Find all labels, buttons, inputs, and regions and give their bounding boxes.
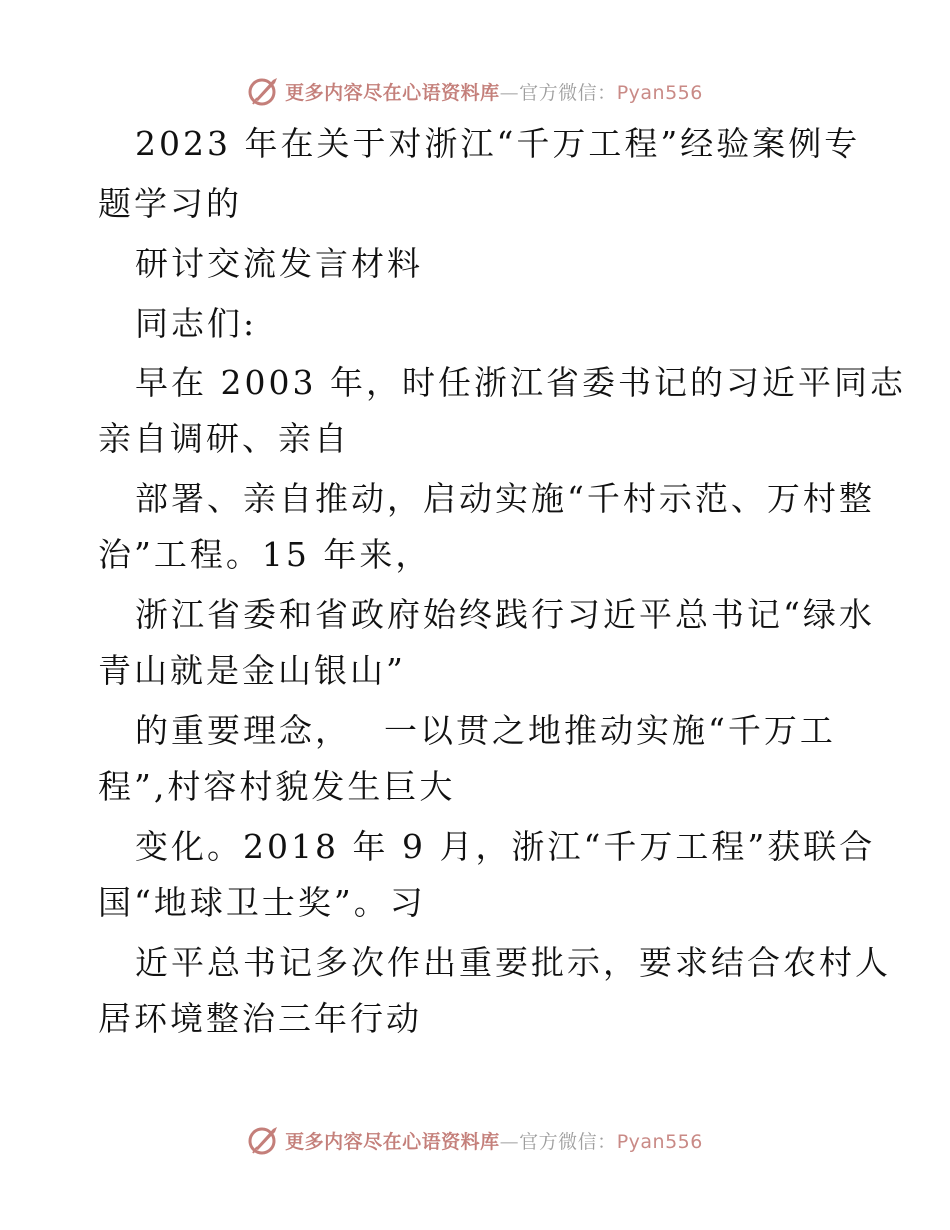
text-line: 近平总书记多次作出重要批示，要求结合农村人 [135,943,891,982]
text-line: 浙江省委和省政府始终践行习近平总书记“绿水 [135,595,875,634]
text-line: 国“地球卫士奖”。习 [98,883,426,922]
text-line: 居环境整治三年行动 [98,999,422,1038]
quill-logo-icon [247,74,281,108]
text-line: 亲自调研、亲自 [98,419,350,458]
text-line: 早在 2003 年，时任浙江省委书记的习近平同志 [135,363,906,402]
watermark-id: Pyan556 [616,81,703,104]
text-line: 治”工程。15 年来， [98,535,432,574]
watermark-label: 官方微信： [519,81,617,104]
watermark-cn-text: 更多内容尽在心语资料库 [285,81,500,104]
header-watermark [0,71,950,111]
watermark-text [285,1127,703,1154]
watermark-id: Pyan556 [616,1130,703,1153]
watermark-separator: — [499,81,520,104]
watermark-separator: — [499,1130,520,1153]
text-line: 青山就是金山银山” [98,651,406,690]
text-line: 同志们: [135,304,258,343]
watermark-label: 官方微信： [519,1130,617,1153]
text-line: 题学习的 [98,184,242,223]
text-line: 部署、亲自推动，启动实施“千村示范、万村整 [135,479,875,518]
text-line: 变化。2018 年 9 月，浙江“千万工程”获联合 [135,827,876,866]
quill-logo-icon [247,1123,281,1157]
text-line: 的重要理念， 一以贯之地推动实施“千万工 [135,711,836,750]
watermark-cn-text: 更多内容尽在心语资料库 [285,1130,500,1153]
text-line: 研讨交流发言材料 [135,244,423,283]
text-line: 程”,村容村貌发生巨大 [98,767,456,806]
footer-watermark [0,1120,950,1160]
watermark-text [285,78,703,105]
text-line: 2023 年在关于对浙江“千万工程”经验案例专 [135,124,861,163]
